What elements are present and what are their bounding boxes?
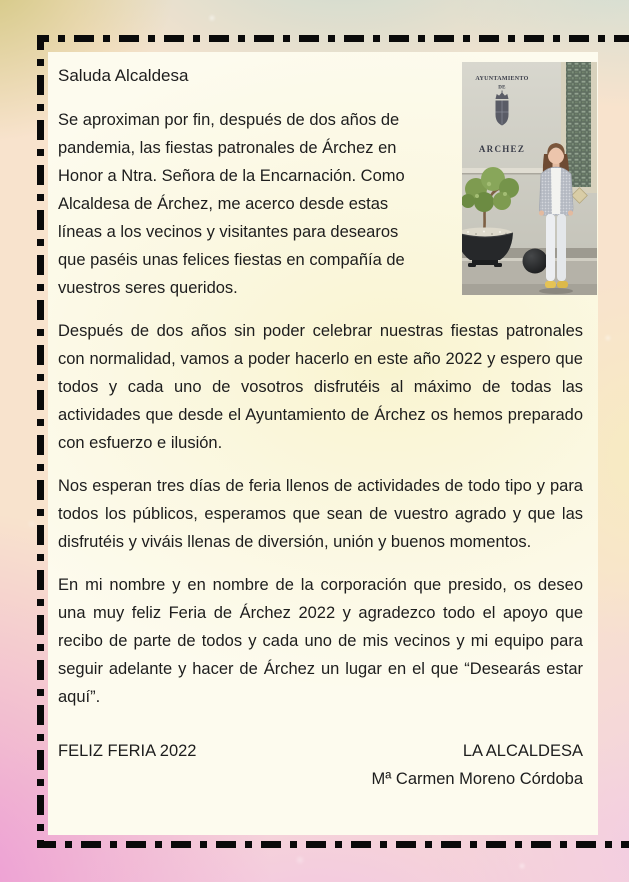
coat-of-arms bbox=[496, 91, 509, 126]
yellow-shoes bbox=[545, 281, 556, 288]
letter-panel bbox=[48, 52, 598, 835]
mayor-photo bbox=[462, 62, 597, 295]
white-trousers bbox=[546, 214, 555, 281]
paragraph-3: Nos esperan tres días de feria llenos de actividades de todo tipo y para todos los públicos, esperamos que sean de vuestro agrado y que las disfrutéis y viváis llenas de diversión, unión y buenos momentos. bbox=[58, 477, 583, 551]
paragraph-intro: Se aproximan por fin, después de dos años de pandemia, las fiestas patronales de Árchez en Honor a Ntra. Señora de la Encarnación. Como Alcaldesa de Árchez, me acerco desde estas líneas a los vecinos y visitantes para desearos que paséis unas felices fiestas en compañía de vuestros seres queridos. bbox=[58, 111, 405, 297]
footer-feliz-feria: FELIZ FERIA 2022 bbox=[58, 742, 197, 760]
paragraph-2: Después de dos años sin poder celebrar nuestras fiestas patronales con normalidad, vamos a poder hacerlo en este año 2022 y espero que todos y cada uno de vosotros disfrutéis al máximo de todas las actividades que desde el Ayuntamiento de Árchez os hemos preparado con esfuerzo e ilusión. bbox=[58, 322, 583, 452]
mayor-photo-illustration bbox=[462, 62, 597, 295]
white-top bbox=[551, 168, 561, 214]
footer-la-alcaldesa: LA ALCALDESA bbox=[462, 742, 583, 760]
sign-line-3: ARCHEZ bbox=[478, 144, 526, 154]
sign-line-2: DE bbox=[498, 85, 506, 91]
footer-signature: Mª Carmen Moreno Córdoba bbox=[371, 770, 583, 788]
page-title: Saluda Alcaldesa bbox=[58, 66, 189, 85]
sign-line-1: AYUNTAMIENTO bbox=[475, 76, 529, 82]
paragraph-4: En mi nombre y en nombre de la corporación que presido, os deseo una muy feliz Feria de Árchez 2022 y agradezco todo el apoyo que recibo de parte de todos y cada uno de mis vecinos y mi equipo para seguir adelante y hacer de Árchez un lugar en el que “Desearás estar aquí”. bbox=[58, 576, 583, 706]
footer-row bbox=[58, 737, 583, 765]
stone-sphere bbox=[523, 249, 548, 274]
